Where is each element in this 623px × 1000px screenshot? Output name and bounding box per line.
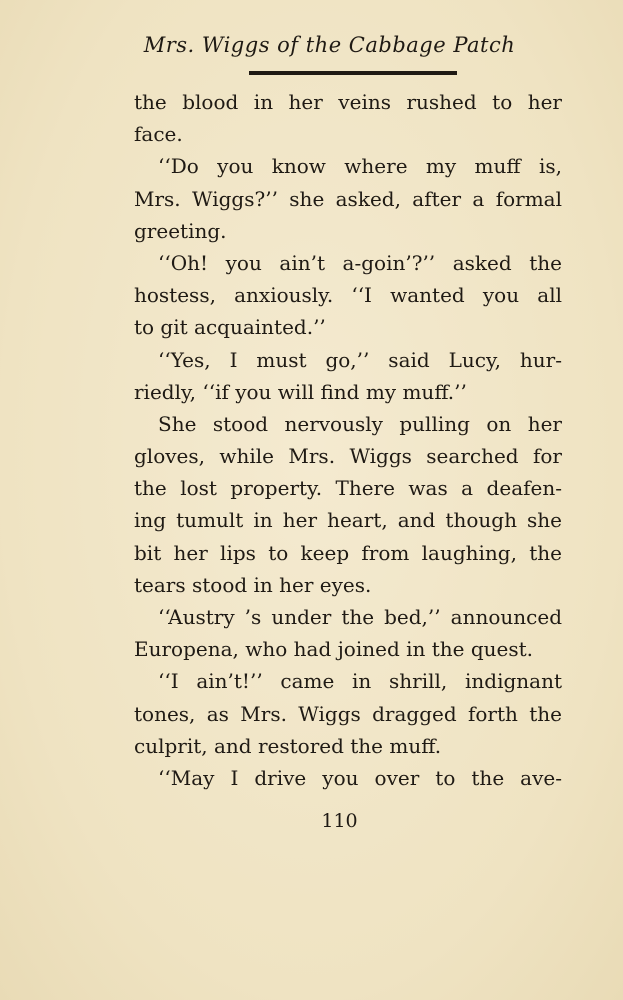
text-line: ‘‘Oh! you ain’t a-goin’?’’ asked the [158,250,562,275]
text-line: Mrs. Wiggs?’’ she asked, after a formal [134,186,562,211]
text-line: tears stood in her eyes. [134,572,372,597]
running-head-title: Mrs. Wiggs of the Cabbage Patch [143,33,516,57]
text-line: riedly, ‘‘if you will find my muff.’’ [134,379,467,404]
body-text [134,86,562,794]
text-line: bit her lips to keep from laughing, the [134,540,562,565]
text-line: ‘‘May I drive you over to the ave- [158,765,562,790]
text-line: to git acquainted.’’ [134,315,326,340]
text-line: the blood in her veins rushed to her [134,90,562,114]
page-number: 110 [321,810,358,832]
text-line: face. [134,122,183,147]
text-line: She stood nervously pulling on her [158,411,562,436]
text-line: ‘‘I ain’t!’’ came in shrill, indignant [158,669,562,694]
text-line: ‘‘Do you know where my muff is, [158,154,562,179]
text-line: ing tumult in her heart, and though she [134,508,562,533]
text-line: the lost property. There was a deafen- [134,476,562,501]
text-line: culprit, and restored the muff. [134,733,442,758]
text-line: Europena, who had joined in the quest. [134,637,534,662]
text-line: gloves, while Mrs. Wiggs searched for [134,444,562,469]
header-rule [249,71,457,75]
text-line: tones, as Mrs. Wiggs dragged forth the [134,701,562,726]
text-line: greeting. [134,218,227,243]
text-line: ‘‘Yes, I must go,’’ said Lucy, hur- [158,347,562,372]
text-line: ‘‘Austry ’s under the bed,’’ announced [158,605,562,629]
text-line: hostess, anxiously. ‘‘I wanted you all [134,283,562,308]
